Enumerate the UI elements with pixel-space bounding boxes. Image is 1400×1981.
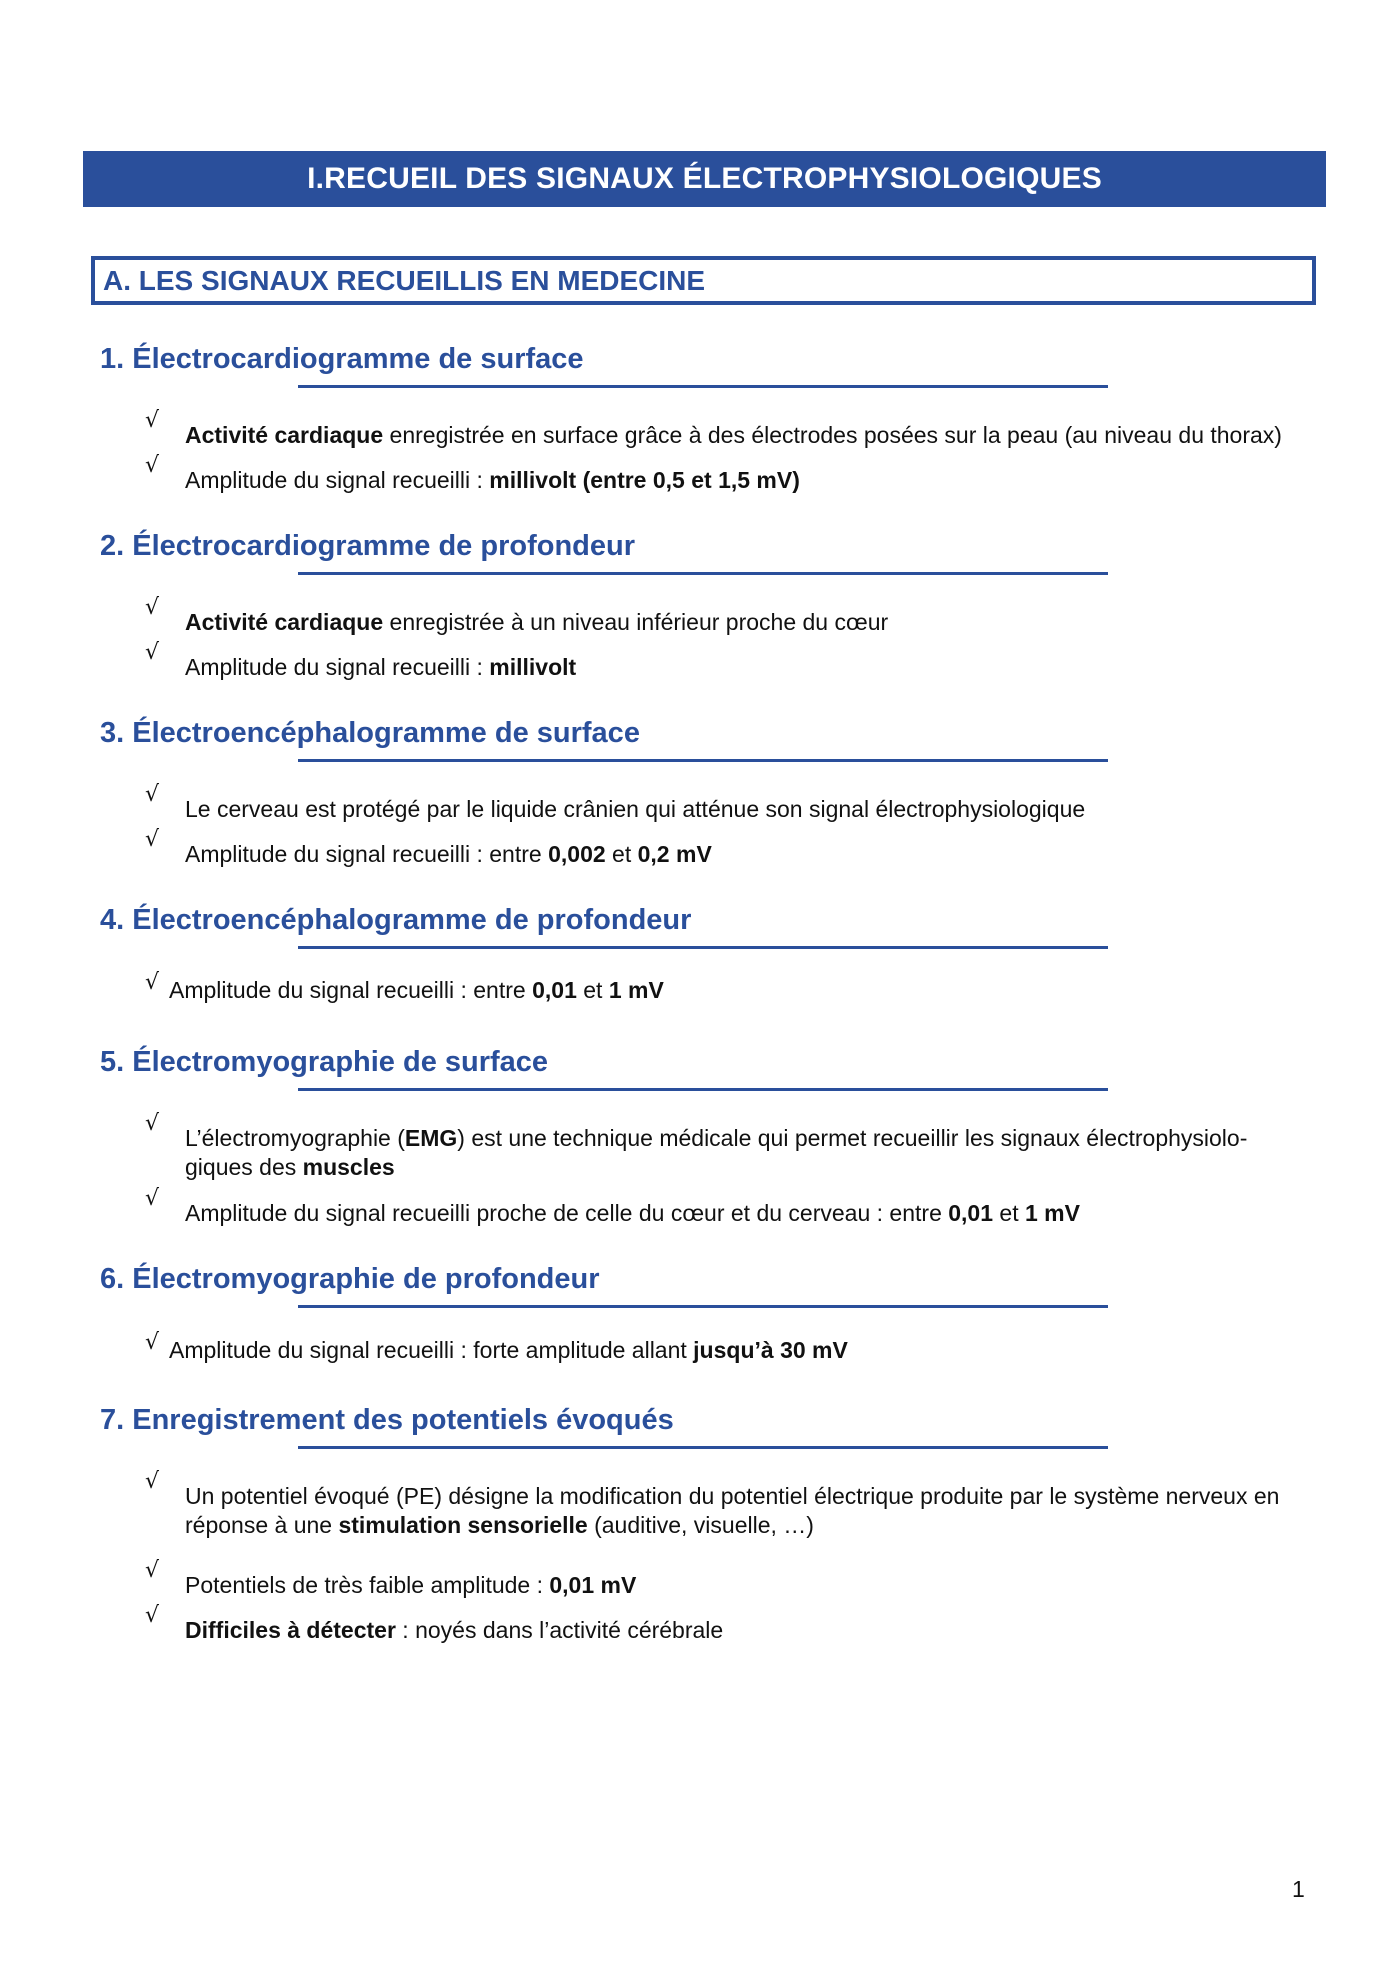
bold-text: 0,01 mV (549, 1572, 637, 1598)
text-run: Amplitude du signal recueilli : (185, 467, 490, 493)
check-bullet-icon: √ (145, 1469, 160, 1494)
list-item-text (185, 1616, 723, 1645)
bold-text: Activité cardiaque (185, 609, 384, 635)
check-bullet-icon: √ (145, 595, 160, 620)
page-number: 1 (1292, 1876, 1305, 1902)
text-run: : noyés dans l’activité cérébrale (395, 1617, 724, 1643)
text-run: Amplitude du signal recueilli : (185, 654, 490, 680)
text-run: et (576, 977, 609, 1003)
heading-underline (298, 385, 1108, 388)
bold-text: EMG (404, 1125, 458, 1151)
bold-text: millivolt (entre 0,5 et 1,5 mV) (489, 467, 800, 493)
bold-text: muscles (302, 1154, 395, 1180)
list-item-text (185, 1199, 1080, 1228)
section-title: A. LES SIGNAUX RECUEILLIS EN MEDECINE (103, 264, 706, 296)
bold-text: jusqu’à 30 mV (693, 1337, 848, 1363)
check-bullet-icon: √ (145, 1558, 160, 1583)
heading-underline (298, 1088, 1108, 1091)
text-run: ) est une technique médicale qui permet recueillir les signaux électrophysiolo-giques des (185, 1125, 1248, 1180)
subsection-heading: 2. Électrocardiogramme de profondeur (100, 530, 636, 562)
heading-underline (298, 1446, 1108, 1449)
list-item-text (185, 840, 712, 869)
subsection-heading: 4. Électroencéphalogramme de profondeur (100, 904, 692, 936)
heading-underline (298, 946, 1108, 949)
check-bullet-icon: √ (145, 827, 160, 852)
check-bullet-icon: √ (145, 1603, 160, 1628)
chapter-title: I.RECUEIL DES SIGNAUX ÉLECTROPHYSIOLOGIQUES (307, 162, 1102, 195)
text-run: Amplitude du signal recueilli proche de celle du cœur et du cerveau : entre (185, 1200, 949, 1226)
text-run: Amplitude du signal recueilli : entre (169, 977, 533, 1003)
bold-text: 1 mV (1024, 1200, 1080, 1226)
text-run: Amplitude du signal recueilli : forte amplitude allant (169, 1337, 694, 1363)
list-item-text (185, 421, 1282, 450)
check-bullet-icon: √ (145, 1111, 160, 1136)
bold-text: Difficiles à détecter (185, 1617, 396, 1643)
text-run: (auditive, visuelle, …) (587, 1512, 814, 1538)
check-bullet-icon: √ (145, 782, 160, 807)
check-bullet-icon: √ (145, 408, 160, 433)
list-item-text (169, 1336, 848, 1365)
text-run: Amplitude du signal recueilli : entre (185, 841, 549, 867)
section-title-box (91, 256, 1316, 305)
check-bullet-icon: √ (145, 640, 160, 665)
bold-text: 0,01 (948, 1200, 994, 1226)
list-item-text (185, 653, 576, 682)
check-bullet-icon: √ (145, 1186, 160, 1211)
subsection-heading: 5. Électromyographie de surface (100, 1046, 549, 1078)
check-bullet-icon: √ (145, 453, 160, 478)
list-item-text (185, 1571, 636, 1600)
heading-underline (298, 1305, 1108, 1308)
subsection-heading: 6. Électromyographie de profondeur (100, 1263, 600, 1295)
list-item-text (185, 795, 1085, 824)
list-item-text (185, 1482, 1310, 1540)
bold-text: 0,002 (548, 841, 606, 867)
list-item-text (185, 466, 800, 495)
bold-text: 0,01 (532, 977, 577, 1003)
heading-underline (298, 572, 1108, 575)
text-run: enregistrée en surface grâce à des électrodes posées sur la peau (au niveau du thorax) (383, 422, 1282, 448)
bold-text: Activité cardiaque (185, 422, 384, 448)
bold-text: 0,2 mV (637, 841, 712, 867)
check-bullet-icon: √ (145, 970, 160, 995)
list-item-text (169, 976, 664, 1005)
bold-text: stimulation sensorielle (338, 1512, 588, 1538)
subsection-heading: 7. Enregistrement des potentiels évoqués (100, 1404, 674, 1436)
list-item-text (185, 608, 888, 637)
bold-text: 1 mV (608, 977, 664, 1003)
text-run: et (993, 1200, 1025, 1226)
text-run: enregistrée à un niveau inférieur proche du cœur (383, 609, 889, 635)
chapter-title-banner (83, 151, 1326, 207)
text-run: Le cerveau est protégé par le liquide crânien qui atténue son signal électrophysiologique (185, 796, 1086, 822)
text-run: et (605, 841, 638, 867)
text-run: L’électromyographie ( (185, 1125, 405, 1151)
heading-underline (298, 759, 1108, 762)
check-bullet-icon: √ (145, 1330, 160, 1355)
subsection-heading: 1. Électrocardiogramme de surface (100, 343, 584, 375)
bold-text: millivolt (489, 654, 577, 680)
subsection-heading: 3. Électroencéphalogramme de surface (100, 717, 640, 749)
text-run: Un potentiel évoqué (PE) désigne la modification du potentiel électrique produite par le système nerveux en réponse à une (185, 1483, 1280, 1538)
text-run: Potentiels de très faible amplitude : (185, 1572, 550, 1598)
list-item-text (185, 1124, 1310, 1182)
